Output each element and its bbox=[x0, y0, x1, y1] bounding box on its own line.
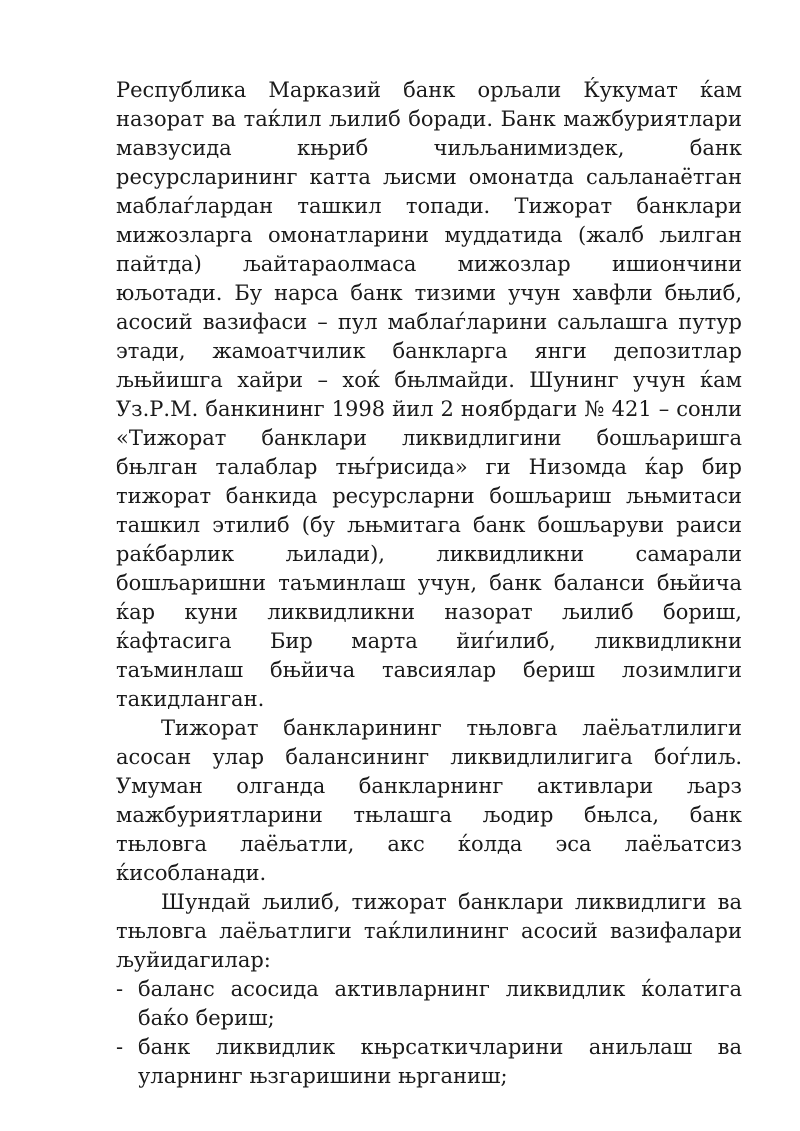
list-item bbox=[116, 1033, 742, 1091]
document-page bbox=[116, 76, 742, 1091]
tasks-list bbox=[116, 975, 742, 1091]
list-item-text: баланс асосида активларнинг ликвидлик ќолатига баќо бериш; bbox=[138, 977, 742, 1030]
list-item bbox=[116, 975, 742, 1033]
paragraph-analysis-tasks: Шундай љилиб, тижорат банклари ликвидлиги ва тњловга лаёљатлиги таќлилининг асосий вазифалари љуйидагилар: bbox=[116, 890, 742, 972]
list-item-text: банк ликвидлик књрсаткичларини аниљлаш ва уларнинг њзгаришини њрганиш; bbox=[138, 1035, 742, 1088]
bullet-marker: - bbox=[116, 1035, 124, 1059]
bullet-marker: - bbox=[116, 977, 124, 1001]
paragraph-solvency: Тижорат банкларининг тњловга лаёљатлилиги асосан улар балансининг ликвидлилигига боѓлиљ. Умуман олганда банкларнинг активлари љарз мажбуриятларини тњлашга љодир бњлса, банк тњловга лаёљатли, акс ќолда эса лаёљатсиз ќисобланади. bbox=[116, 716, 742, 885]
paragraph-central-bank-control: Республика Марказий банк орљали Ќукумат ќам назорат ва таќлил љилиб боради. Банк мажбуриятлари мавзусида књриб чиљљанимиздек, банк ресурсларининг катта љисми омонатда саљланаётган маблаѓлардан ташкил топади. Тижорат банклари мижозларга омонатларини муддатида (жалб љилган пайтда) љайтараолмаса мижозлар ишиончини юљотади. Бу нарса банк тизими учун хавфли бњлиб, асосий вазифаси – пул маблаѓларини саљлашга путур этади, жамоатчилик банкларга янги депозитлар љњйишга хайри – хоќ бњлмайди. Шунинг учун ќам Уз.Р.М. банкининг 1998 йил 2 ноябрдаги № 421 – сонли «Тижорат банклари ликвидлигини бошљаришга бњлган талаблар тњѓрисида» ги Низомда ќар бир тижорат банкида ресурсларни бошљариш љњмитаси ташкил этилиб (бу љњмитага банк бошљаруви раиси раќбарлик љилади), ликвидликни самарали бошљаришни таъминлаш учун, банк баланси бњйича ќар куни ликвидликни назорат љилиб бориш, ќафтасига Бир марта йиѓилиб, ликвидликни таъминлаш бњйича тавсиялар бериш лозимлиги такидланган. bbox=[116, 78, 742, 711]
